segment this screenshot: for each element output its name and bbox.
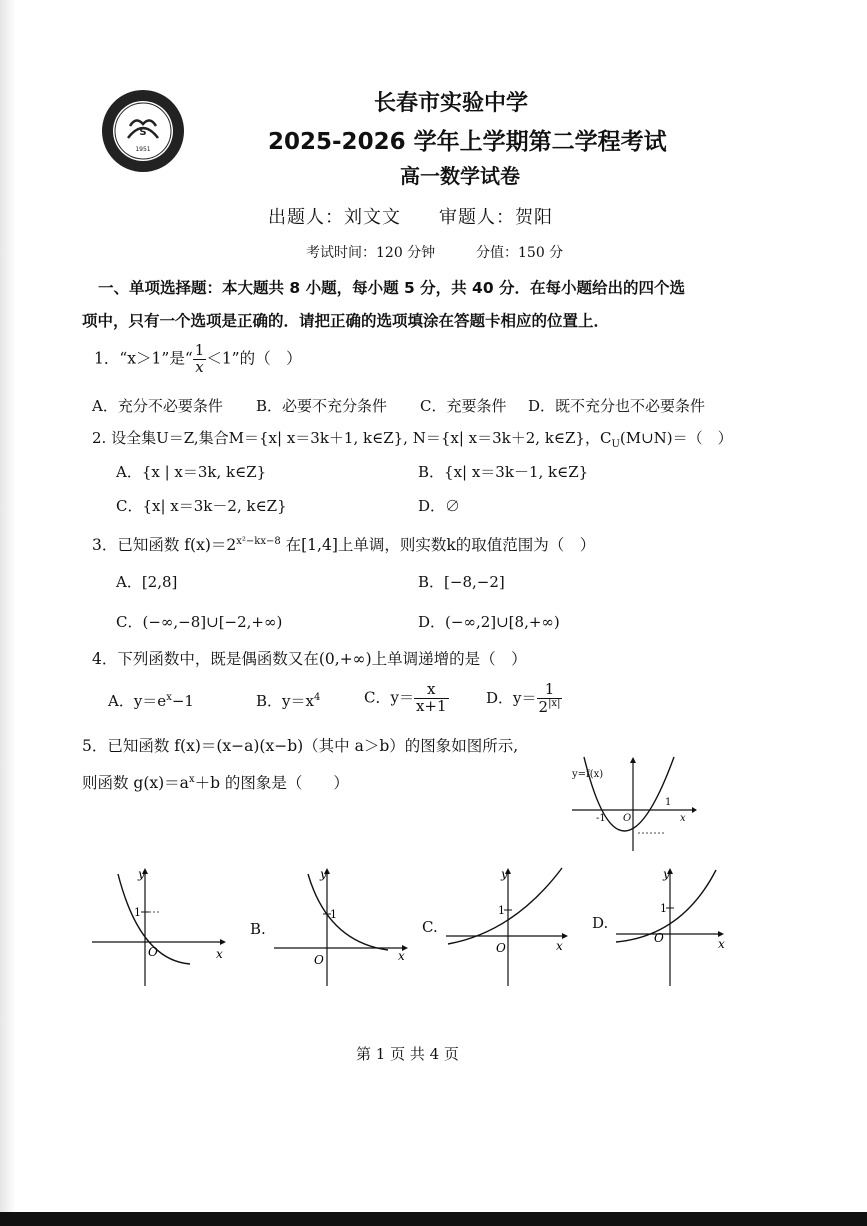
- q5-option-d-label[interactable]: D.: [592, 914, 609, 932]
- svg-text:y: y: [663, 867, 670, 881]
- section-instruction-line1: 一、单项选择题：本大题共 8 小题，每小题 5 分，共 40 分．在每小题给出的四个选: [98, 279, 686, 297]
- school-seal-logo: [100, 88, 186, 174]
- scan-border-bar: [0, 1212, 867, 1226]
- x-label: x: [680, 813, 686, 824]
- q5-option-a-graph[interactable]: [90, 860, 230, 990]
- question-5-stem-line1: 5．已知函数 f(x)＝(x−a)(x−b)（其中 a＞b）的图象如图所示,: [82, 737, 519, 755]
- q5-option-c-graph[interactable]: [444, 860, 574, 990]
- q5-option-b-label[interactable]: B.: [250, 920, 266, 938]
- q5-option-c-label[interactable]: C.: [422, 918, 438, 936]
- q1-option-b[interactable]: B．必要不充分条件: [256, 397, 388, 415]
- fraction: $\frac{1}{x}$: [194, 341, 205, 376]
- q3-option-b[interactable]: B．[−8,−2]: [418, 573, 505, 591]
- svg-text:O: O: [654, 931, 664, 945]
- question-4-stem: 4．下列函数中，既是偶函数又在(0,+∞)上单调递增的是（ ）: [92, 650, 527, 668]
- exam-title: 2025-2026 学年上学期第二学程考试: [268, 129, 667, 155]
- svg-text:O: O: [496, 941, 506, 955]
- authors-line: 出题人：刘文文 审题人：贺阳: [268, 207, 553, 228]
- svg-text:O: O: [314, 953, 324, 967]
- q2-option-d[interactable]: D．∅: [418, 497, 461, 515]
- subject-title: 高一数学试卷: [400, 164, 520, 188]
- svg-text:S: S: [139, 127, 147, 138]
- svg-text:1951: 1951: [135, 146, 151, 153]
- question-3-stem: 3．已知函数 $f(x)=2^{x^2-kx-8}$ 在[1,4]上单调，则实数k的取值范围为（ ）: [92, 535, 596, 554]
- q1-option-a[interactable]: A．充分不必要条件: [92, 397, 223, 415]
- q3-option-d[interactable]: D．(−∞,2]∪[8,+∞): [418, 613, 560, 631]
- tick-neg1: -1: [596, 813, 606, 824]
- origin-label: O: [623, 813, 632, 824]
- q2-option-b[interactable]: B．{x| x＝3k－1, k∈Z}: [418, 463, 589, 481]
- question-number: 1．: [94, 349, 120, 368]
- svg-text:1: 1: [498, 904, 505, 917]
- question-2-stem: 2. 设全集U＝Z,集合M＝{x| x＝3k＋1, k∈Z}, N＝{x| x＝3k＋2, k∈Z}，$C_U(M\cup N)=$（ ）: [92, 429, 733, 450]
- exam-time: 考试时间：120 分钟: [306, 245, 436, 261]
- q5-fx-graph: [570, 755, 698, 855]
- svg-text:x: x: [398, 949, 405, 963]
- q1-option-c[interactable]: C．充要条件: [420, 397, 507, 415]
- svg-text:x: x: [216, 947, 223, 961]
- exam-score: 分值：150 分: [476, 245, 564, 261]
- svg-text:y: y: [138, 867, 145, 881]
- svg-text:x: x: [556, 939, 563, 953]
- page-footer: 第 1 页 共 4 页: [356, 1045, 459, 1063]
- q4-option-d[interactable]: D．y＝ $\frac{1}{2^{|x|}}$: [486, 680, 561, 716]
- section-instruction-line2: 项中，只有一个选项是正确的．请把正确的选项填涂在答题卡相应的位置上．: [82, 312, 610, 330]
- svg-text:1: 1: [134, 906, 141, 919]
- q5-option-d-graph[interactable]: [612, 860, 732, 990]
- svg-text:O: O: [148, 945, 158, 959]
- svg-text:1: 1: [330, 908, 337, 921]
- q4-option-a[interactable]: A．$y=e^x-1$: [108, 692, 194, 710]
- svg-text:y: y: [501, 867, 508, 881]
- scan-edge: [0, 0, 16, 1212]
- school-name: 长春市实验中学: [374, 91, 529, 116]
- question-1-stem: 1．“x＞1”是“ $\frac{1}{x}$ ＜1”的（ ）: [94, 341, 302, 376]
- graph-label: y=f(x): [572, 769, 604, 780]
- q3-option-a[interactable]: A．[2,8]: [116, 573, 178, 591]
- q4-option-b[interactable]: B．$y=x^4$: [256, 692, 321, 710]
- q2-option-c[interactable]: C．{x| x＝3k－2, k∈Z}: [116, 497, 287, 515]
- q3-option-c[interactable]: C．(−∞,−8]∪[−2,+∞): [116, 613, 283, 631]
- svg-text:x: x: [718, 937, 725, 951]
- svg-text:1: 1: [660, 902, 667, 915]
- q5-option-b-graph[interactable]: [272, 860, 412, 990]
- q4-option-c[interactable]: C．y＝ $\frac{x}{x+1}$: [364, 680, 447, 715]
- exp-curve: [308, 874, 388, 950]
- question-5-stem-line2: 则函数 $g(x)=a^x+b$ 的图象是（ ）: [82, 773, 349, 792]
- q1-option-d[interactable]: D．既不充分也不必要条件: [528, 397, 706, 415]
- svg-text:y: y: [320, 867, 327, 881]
- tick-1: 1: [665, 797, 672, 808]
- q2-option-a[interactable]: A．{x | x＝3k, k∈Z}: [116, 463, 267, 481]
